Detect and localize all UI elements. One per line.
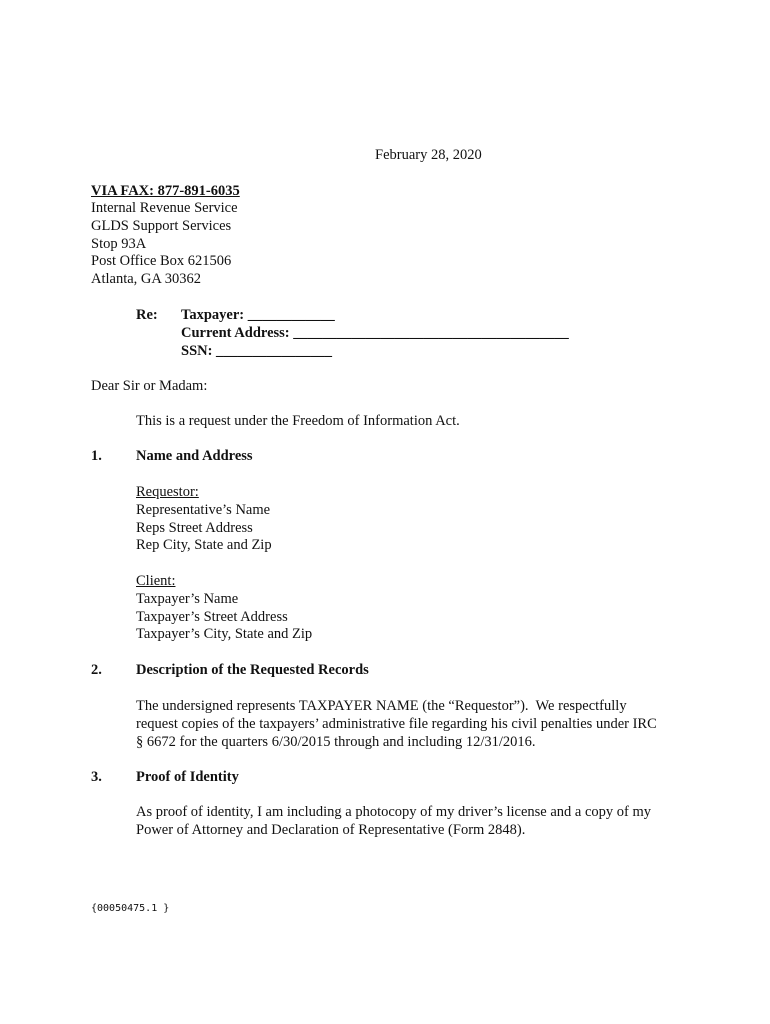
recipient-line: Internal Revenue Service bbox=[91, 200, 238, 216]
section-3-title: Proof of Identity bbox=[136, 769, 239, 785]
client-line: Taxpayer’s City, State and Zip bbox=[136, 626, 313, 643]
paragraph-line: The undersigned represents TAXPAYER NAME (the “Requestor”). We respectfully bbox=[136, 698, 627, 714]
recipient-line: Post Office Box 621506 bbox=[91, 253, 232, 270]
section-3-number: 3. bbox=[91, 769, 102, 785]
requestor-heading: Requestor: bbox=[136, 484, 199, 500]
client-block bbox=[136, 573, 312, 644]
section-1-title: Name and Address bbox=[136, 448, 253, 464]
paragraph-line: § 6672 for the quarters 6/30/2015 through and including 12/31/2016. bbox=[136, 733, 536, 750]
section-2-number: 2. bbox=[91, 662, 102, 678]
client-heading: Client: bbox=[136, 573, 176, 589]
requestor-line: Reps Street Address bbox=[136, 519, 253, 536]
paragraph-line: As proof of identity, I am including a photocopy of my driver’s license and a copy of my bbox=[136, 804, 652, 820]
re-ssn: SSN: ________________ bbox=[181, 342, 333, 359]
client-line: Taxpayer’s Street Address bbox=[136, 608, 288, 625]
document-id-footer: {00050475.1 } bbox=[91, 903, 170, 914]
re-label: Re: bbox=[136, 307, 158, 323]
re-address: Current Address: ______________________________________ bbox=[181, 324, 569, 341]
recipient-line: Stop 93A bbox=[91, 235, 147, 252]
client-line: Taxpayer’s Name bbox=[136, 590, 239, 607]
recipient-line: Atlanta, GA 30362 bbox=[91, 271, 201, 288]
paragraph-line: request copies of the taxpayers’ administrative file regarding his civil penalties under IRC bbox=[136, 715, 657, 732]
section-3-body bbox=[136, 804, 651, 840]
recipient-address bbox=[91, 200, 238, 289]
intro-paragraph: This is a request under the Freedom of Information Act. bbox=[136, 413, 460, 429]
re-block bbox=[181, 307, 569, 360]
recipient-line: GLDS Support Services bbox=[91, 217, 232, 234]
section-2-body bbox=[136, 698, 657, 751]
re-taxpayer: Taxpayer: ____________ bbox=[181, 307, 335, 323]
section-1-number: 1. bbox=[91, 448, 102, 464]
paragraph-line: Power of Attorney and Declaration of Representative (Form 2848). bbox=[136, 821, 526, 838]
requestor-line: Representative’s Name bbox=[136, 501, 271, 518]
section-2-title: Description of the Requested Records bbox=[136, 662, 369, 678]
salutation: Dear Sir or Madam: bbox=[91, 378, 208, 394]
requestor-line: Rep City, State and Zip bbox=[136, 537, 272, 554]
requestor-block bbox=[136, 484, 272, 555]
letter-date: February 28, 2020 bbox=[375, 147, 482, 163]
fax-line: VIA FAX: 877-891-6035 bbox=[91, 183, 240, 199]
